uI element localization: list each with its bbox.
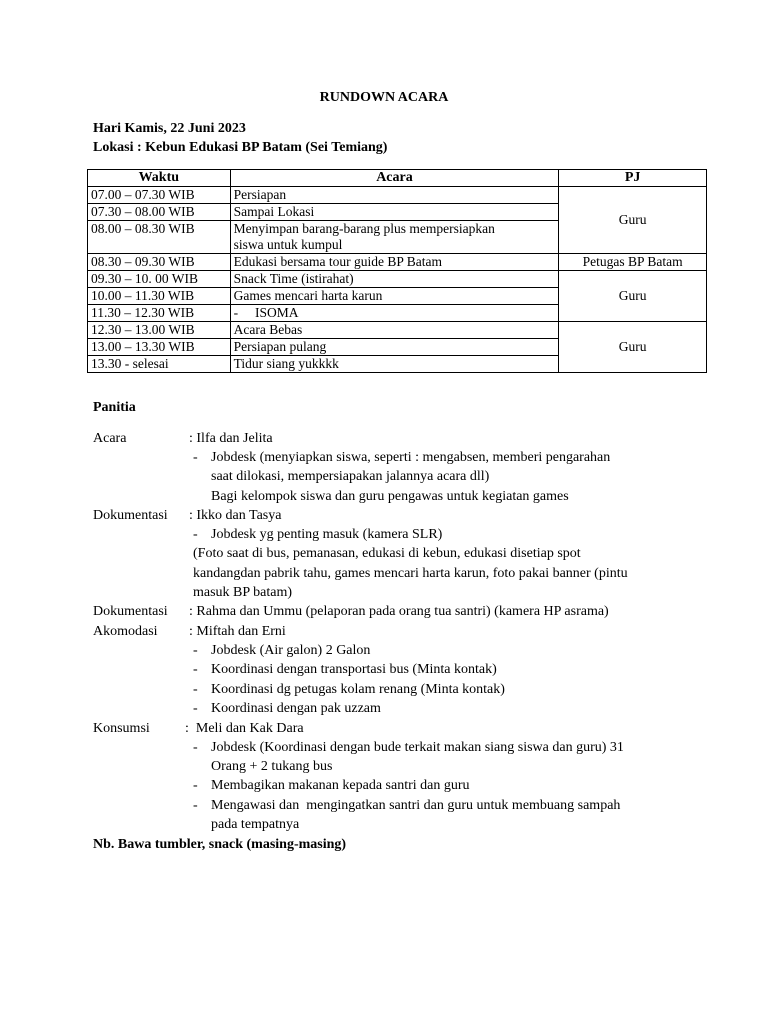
- cell-acara: Tidur siang yukkkk: [230, 356, 559, 373]
- jobdesk-line: (Foto saat di bus, pemanasan, edukasi di kebun, edukasi disetiap spot: [193, 546, 581, 561]
- cell-acara: Sampai Lokasi: [230, 204, 559, 221]
- cell-waktu: 10.00 – 11.30 WIB: [88, 288, 231, 305]
- panitia-heading: Panitia: [93, 400, 136, 415]
- jobdesk-line: Koordinasi dengan transportasi bus (Minta kontak): [211, 662, 497, 677]
- bullet-dash: -: [193, 643, 198, 658]
- jobdesk-line: masuk BP batam): [193, 585, 293, 600]
- jobdesk-line: saat dilokasi, mempersiapakan jalannya acara dll): [211, 469, 490, 484]
- cell-acara-line: siswa untuk kumpul: [233, 237, 343, 252]
- rundown-table: [87, 169, 707, 373]
- table-row: [88, 254, 707, 271]
- cell-acara: Acara Bebas: [230, 322, 559, 339]
- role-label-acara: Acara: [93, 431, 127, 446]
- cell-waktu: 11.30 – 12.30 WIB: [88, 305, 231, 322]
- note-text: Nb. Bawa tumbler, snack (masing-masing): [93, 837, 347, 852]
- cell-acara: Persiapan: [230, 187, 559, 204]
- cell-waktu: 07.30 – 08.00 WIB: [88, 204, 231, 221]
- role-members-akomodasi: : Miftah dan Erni: [189, 624, 286, 639]
- header-acara: Acara: [230, 170, 559, 187]
- jobdesk-line: Jobdesk yg penting masuk (kamera SLR): [211, 527, 443, 542]
- event-location: Lokasi : Kebun Edukasi BP Batam (Sei Temiang): [93, 140, 388, 155]
- header-pj: PJ: [559, 170, 707, 187]
- bullet-dash: -: [193, 662, 198, 677]
- role-label-konsumsi: Konsumsi: [93, 721, 150, 736]
- jobdesk-line: Bagi kelompok siswa dan guru pengawas untuk kegiatan games: [211, 489, 569, 504]
- table-row: [88, 322, 707, 339]
- jobdesk-line: Jobdesk (menyiapkan siswa, seperti : mengabsen, memberi pengarahan: [211, 450, 611, 465]
- cell-acara: Games mencari harta karun: [230, 288, 559, 305]
- cell-acara: Edukasi bersama tour guide BP Batam: [230, 254, 559, 271]
- cell-waktu: 09.30 – 10. 00 WIB: [88, 271, 231, 288]
- bullet-dash: -: [193, 527, 198, 542]
- cell-pj: Petugas BP Batam: [559, 254, 707, 271]
- cell-waktu: 08.30 – 09.30 WIB: [88, 254, 231, 271]
- bullet-dash: -: [193, 682, 198, 697]
- jobdesk-line: kandangdan pabrik tahu, games mencari harta karun, foto pakai banner (pintu: [193, 566, 628, 581]
- bullet-dash: -: [193, 701, 198, 716]
- jobdesk-line: Orang + 2 tukang bus: [211, 759, 333, 774]
- jobdesk-line: pada tempatnya: [211, 817, 300, 832]
- table-header-row: [88, 170, 707, 187]
- jobdesk-line: Membagikan makanan kepada santri dan guru: [211, 778, 470, 793]
- document-title: RUNDOWN ACARA: [319, 90, 449, 105]
- role-members-dokumentasi: : Rahma dan Ummu (pelaporan pada orang tua santri) (kamera HP asrama): [189, 604, 609, 619]
- role-label-dokumentasi: Dokumentasi: [93, 508, 168, 523]
- jobdesk-line: Koordinasi dg petugas kolam renang (Minta kontak): [211, 682, 505, 697]
- role-label-akomodasi: Akomodasi: [93, 624, 158, 639]
- jobdesk-line: Koordinasi dengan pak uzzam: [211, 701, 381, 716]
- cell-pj: Guru: [559, 271, 707, 322]
- role-members-acara: : Ilfa dan Jelita: [189, 431, 273, 446]
- bullet-dash: -: [193, 740, 198, 755]
- cell-waktu: 13.30 - selesai: [88, 356, 231, 373]
- header-waktu: Waktu: [88, 170, 231, 187]
- table-row: [88, 187, 707, 204]
- cell-acara-line: Menyimpan barang-barang plus mempersiapkan: [233, 221, 495, 236]
- bullet-dash: -: [193, 778, 198, 793]
- cell-waktu: 07.00 – 07.30 WIB: [88, 187, 231, 204]
- cell-waktu: 13.00 – 13.30 WIB: [88, 339, 231, 356]
- cell-pj: Guru: [559, 187, 707, 254]
- cell-acara: [230, 221, 559, 254]
- table-row: [88, 271, 707, 288]
- cell-waktu: 12.30 – 13.00 WIB: [88, 322, 231, 339]
- cell-acara: Persiapan pulang: [230, 339, 559, 356]
- role-members-dokumentasi: : Ikko dan Tasya: [189, 508, 282, 523]
- event-date: Hari Kamis, 22 Juni 2023: [93, 121, 246, 136]
- cell-pj: Guru: [559, 322, 707, 373]
- cell-acara: Snack Time (istirahat): [230, 271, 559, 288]
- jobdesk-line: Jobdesk (Koordinasi dengan bude terkait makan siang siswa dan guru) 31: [211, 740, 624, 755]
- role-label-dokumentasi: Dokumentasi: [93, 604, 168, 619]
- bullet-dash: -: [193, 450, 198, 465]
- jobdesk-line: Jobdesk (Air galon) 2 Galon: [211, 643, 371, 658]
- cell-acara: - ISOMA: [230, 305, 559, 322]
- jobdesk-line: Mengawasi dan mengingatkan santri dan guru untuk membuang sampah: [211, 798, 621, 813]
- bullet-dash: -: [193, 798, 198, 813]
- cell-waktu: 08.00 – 08.30 WIB: [88, 221, 231, 254]
- role-members-konsumsi: : Meli dan Kak Dara: [185, 721, 304, 736]
